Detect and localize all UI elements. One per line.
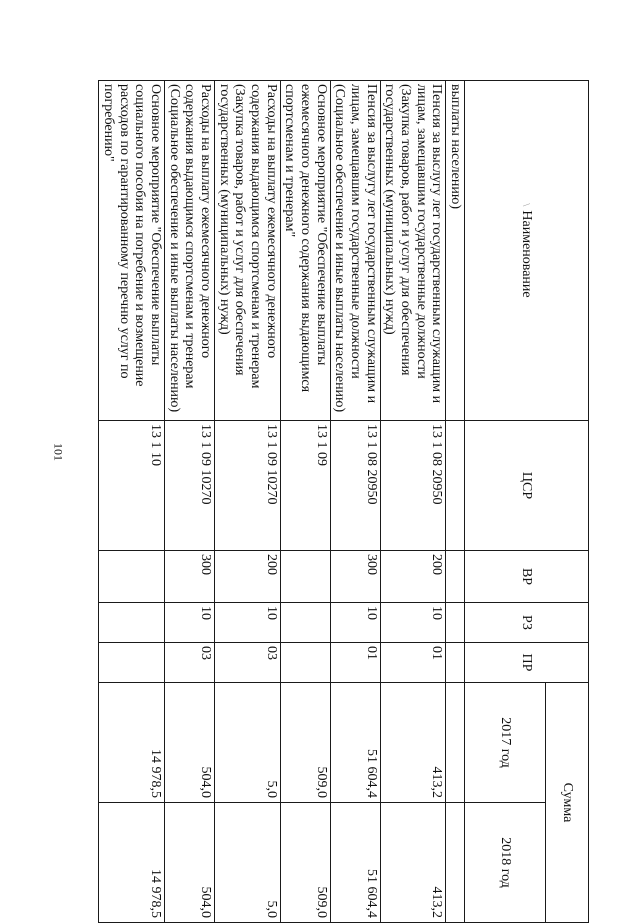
table-row [164, 81, 214, 923]
cell-rz [280, 603, 330, 643]
cell-vr: 300 [330, 551, 380, 603]
cell-2017: 509,0 [280, 683, 330, 803]
cell-2017: 51 604,4 [330, 683, 380, 803]
cell-2018: 14 978,5 [99, 803, 165, 923]
cell-csr: 13 1 09 [280, 421, 330, 551]
table-row [380, 81, 446, 923]
cell-name: Пенсия за выслугу лет государственным служащим и лицам, замещавшим государственные должности (Закупка товаров, работ и услуг для обеспечения государственных (муниципальных) нужд) [380, 81, 446, 421]
table-row [99, 81, 165, 923]
cell-2017: 14 978,5 [99, 683, 165, 803]
header-sum: Сумма [546, 683, 589, 923]
cell-2018: 51 604,4 [330, 803, 380, 923]
cell-2018: 5,0 [214, 803, 280, 923]
cell-vr: 200 [214, 551, 280, 603]
cell-name: Основное мероприятие "Обеспечение выплаты ежемесячного денежного содержания выдающимся спортсменам и тренерам" [280, 81, 330, 421]
cell-pr: 01 [380, 643, 446, 683]
page-number: 101 [51, 443, 66, 461]
margin-mark: \ [520, 203, 533, 207]
cell-csr: 13 1 08 20950 [380, 421, 446, 551]
cell-csr [446, 421, 465, 551]
cell-name: Пенсия за выслугу лет государственным служащим и лицам, замещавшим государственные должности (Социальное обеспечение и иные выплаты населению) [330, 81, 380, 421]
header-vr: ВР [465, 551, 589, 603]
cell-csr: 13 1 09 10270 [164, 421, 214, 551]
cell-csr: 13 1 09 10270 [214, 421, 280, 551]
header-pr: ПР [465, 643, 589, 683]
rotated-table-container [100, 80, 589, 922]
header-name: \Наименование [465, 81, 589, 421]
table-row [446, 81, 465, 923]
cell-pr [99, 643, 165, 683]
table-row [330, 81, 380, 923]
cell-name: выплаты населению) [446, 81, 465, 421]
cell-2018: 413,2 [380, 803, 446, 923]
cell-pr [446, 643, 465, 683]
table-row [214, 81, 280, 923]
cell-2017: 413,2 [380, 683, 446, 803]
header-2017: 2017 год [465, 683, 546, 803]
header-row-1 [546, 81, 589, 923]
cell-2017: 504,0 [164, 683, 214, 803]
cell-rz: 10 [330, 603, 380, 643]
cell-name: Расходы на выплату ежемесячного денежного содержания выдающимся спортсменам и тренерам (Социальное обеспечение и иные выплаты населению) [164, 81, 214, 421]
header-2018: 2018 год [465, 803, 546, 923]
cell-2017: 5,0 [214, 683, 280, 803]
cell-rz: 10 [380, 603, 446, 643]
cell-rz: 10 [164, 603, 214, 643]
cell-rz: 10 [214, 603, 280, 643]
cell-2018: 509,0 [280, 803, 330, 923]
cell-vr: 200 [380, 551, 446, 603]
cell-csr: 13 1 10 [99, 421, 165, 551]
cell-vr: 300 [164, 551, 214, 603]
cell-rz [99, 603, 165, 643]
cell-name: Расходы на выплату ежемесячного денежного содержания выдающимся спортсменам и тренерам (Закупка товаров, работ и услуг для обеспечения государственных (муниципальных) нужд) [214, 81, 280, 421]
header-rz: РЗ [465, 603, 589, 643]
budget-table [98, 80, 589, 923]
cell-pr [280, 643, 330, 683]
cell-csr: 13 1 08 20950 [330, 421, 380, 551]
cell-vr [99, 551, 165, 603]
cell-name: Основное мероприятие "Обеспечение выплаты социального пособия на погребение и возмещение расходов по гарантированному перечню услуг по погребению" [99, 81, 165, 421]
cell-2018: 504,0 [164, 803, 214, 923]
cell-vr [280, 551, 330, 603]
cell-2017 [446, 683, 465, 803]
cell-rz [446, 603, 465, 643]
cell-pr: 03 [164, 643, 214, 683]
header-csr: ЦСР [465, 421, 589, 551]
cell-vr [446, 551, 465, 603]
table-row [280, 81, 330, 923]
cell-pr: 03 [214, 643, 280, 683]
cell-pr: 01 [330, 643, 380, 683]
